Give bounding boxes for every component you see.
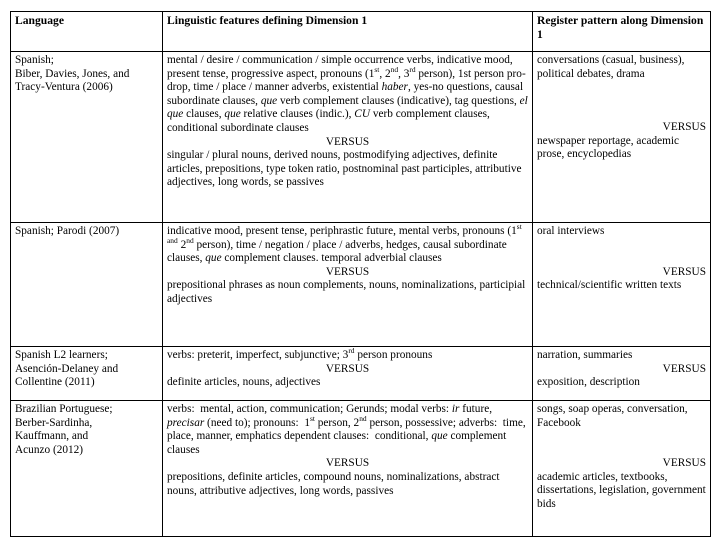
- spacer: [537, 81, 706, 121]
- cell-register: [533, 52, 711, 223]
- cell-language: [11, 223, 163, 347]
- cell-features: [163, 52, 533, 223]
- versus-label: VERSUS: [662, 265, 706, 278]
- table-row: [11, 347, 711, 401]
- table-row: [11, 223, 711, 347]
- language-line: Kauffmann, and: [15, 430, 89, 443]
- cell-language: [11, 52, 163, 223]
- features-negative: definite articles, nouns, adjectives: [167, 376, 321, 389]
- cell-register: [533, 223, 711, 347]
- spacer: [537, 430, 706, 457]
- versus-label: VERSUS: [325, 457, 370, 470]
- register-positive: conversations (casual, business), political debates, drama: [537, 54, 685, 80]
- register-positive: narration, summaries: [537, 349, 633, 361]
- language-line: Berber-Sardinha,: [15, 416, 93, 429]
- versus-label: VERSUS: [325, 265, 370, 278]
- language-line: Spanish; Parodi (2007): [15, 225, 120, 237]
- language-line: Spanish L2 learners;: [15, 349, 108, 361]
- register-negative: newspaper reportage, academic prose, encyclopedias: [537, 134, 680, 161]
- table-header: [11, 12, 711, 52]
- register-negative: technical/scientific written texts: [537, 279, 682, 292]
- language-line: Asención-Delaney and: [15, 362, 119, 375]
- features-positive: indicative mood, present tense, periphrastic future, mental verbs, pronouns ($1^{st and}$ 2nd person), time / negation / place / adverbs, hedges, causal subordinate clauses, que complement clauses. temporal adverbial clauses: [167, 222, 522, 265]
- cell-register: [533, 401, 711, 537]
- column-header-features: Linguistic features defining Dimension 1: [163, 12, 533, 52]
- spacer: [537, 239, 706, 266]
- column-header-language: Language: [11, 12, 163, 52]
- versus-label: VERSUS: [325, 362, 370, 375]
- versus-label: VERSUS: [325, 135, 370, 148]
- table-row: [11, 401, 711, 537]
- table-body: [11, 52, 711, 537]
- features-negative: singular / plural nouns, derived nouns, postmodifying adjectives, definite articles, prepositions, type token ratio, postnominal past participles, attributive adjectives, long words, se passives: [167, 149, 522, 189]
- language-line: Brazilian Portuguese;: [15, 403, 113, 415]
- column-header-register: Register pattern along Dimension 1: [533, 12, 711, 52]
- versus-label: VERSUS: [662, 457, 706, 470]
- language-line: Collentine (2011): [15, 376, 95, 389]
- table-header-row: [11, 12, 711, 52]
- language-line: Biber, Davies, Jones, and: [15, 67, 130, 80]
- versus-label: VERSUS: [662, 121, 706, 134]
- cell-language: [11, 401, 163, 537]
- cell-features: [163, 223, 533, 347]
- cell-features: [163, 347, 533, 401]
- language-line: Acunzo (2012): [15, 443, 84, 456]
- language-line: Spanish;: [15, 54, 54, 66]
- register-positive: oral interviews: [537, 225, 605, 237]
- features-negative: prepositions, definite articles, compound nouns, nominalizations, abstract nouns, attributive adjectives, long words, passives: [167, 470, 500, 497]
- dimension-table: [10, 11, 711, 537]
- register-negative: academic articles, textbooks, dissertations, legislation, government bids: [537, 470, 706, 510]
- register-negative: exposition, description: [537, 376, 640, 389]
- versus-label: VERSUS: [662, 362, 706, 375]
- features-negative: prepositional phrases as noun complements, nouns, nominalizations, participial adjectives: [167, 279, 526, 305]
- language-line: Tracy-Ventura (2006): [15, 81, 113, 94]
- features-positive: mental / desire / communication / simple occurrence verbs, indicative mood, present tense, progressive aspect, pronouns (1st, 2nd, 3rd person), 1st person pro-drop, time / place / manner adverbs, existential haber, yes-no questions, causal subordinate clauses, que verb complement clauses (indicative), tag questions, el que clauses, que relative clauses (indic.), CU verb complement clauses, conditional subordinate clauses: [167, 54, 528, 134]
- features-positive: verbs: mental, action, communication; Gerunds; modal verbs: ir future, precisar (need to); pronouns: 1st person, 2nd person, possessive; adverbs: time, place, manner, emphatics dependent clauses: conditional, que complement clauses: [167, 403, 526, 456]
- table-row: [11, 52, 711, 223]
- features-positive: verbs: preterit, imperfect, subjunctive; 3rd person pronouns: [167, 346, 433, 361]
- register-positive: songs, soap operas, conversation, Facebook: [537, 403, 688, 429]
- cell-features: [163, 401, 533, 537]
- cell-language: [11, 347, 163, 401]
- cell-register: [533, 347, 711, 401]
